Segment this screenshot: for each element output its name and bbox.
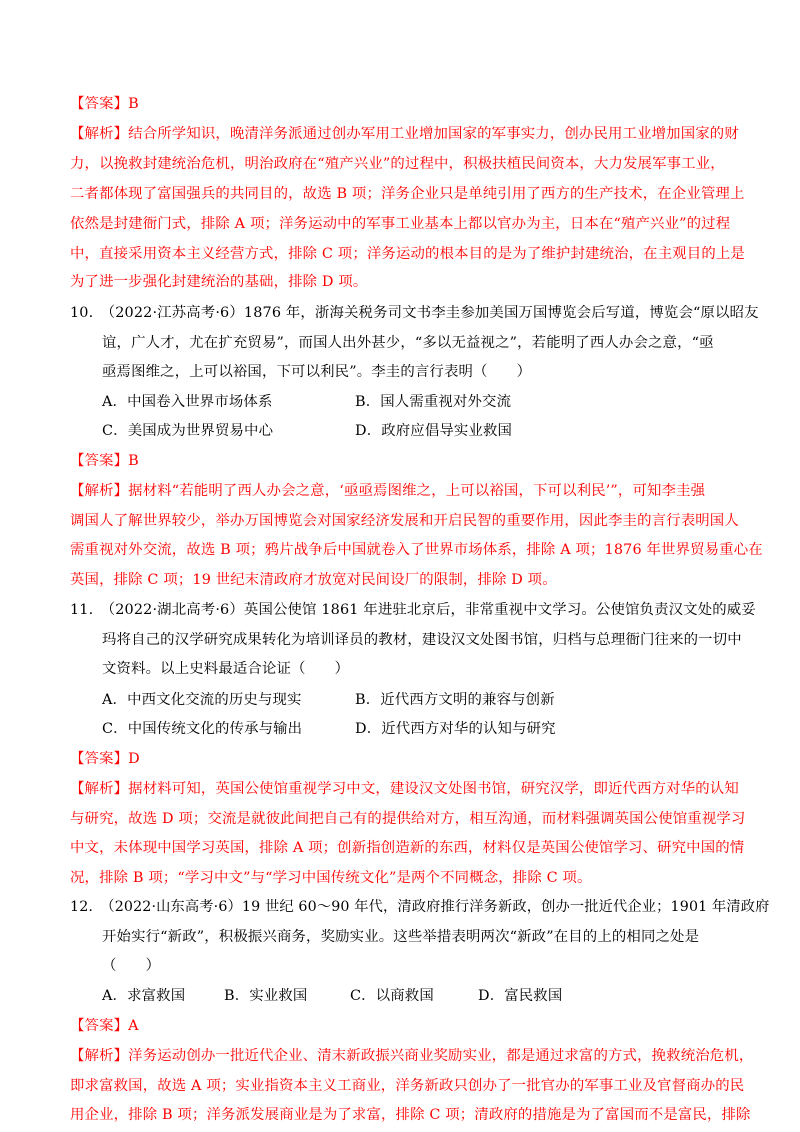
option-12-c: C．以商救国 bbox=[350, 988, 434, 1004]
option-11-b: B．近代西方文明的兼容与创新 bbox=[355, 692, 555, 708]
explanation-11-line: 【解析】据材料可知，英国公使馆重视学习中文，建设汉文处图书馆，研究汉学，即近代西方对华的认知 bbox=[70, 781, 739, 797]
option-10-b: B．国人需重视对外交流 bbox=[355, 394, 512, 410]
explanation-10-line: 【解析】据材料“若能明了西人办会之意，‘亟亟焉图维之，上可以裕国，下可以利民’”，可知李圭强 bbox=[70, 483, 706, 499]
question-12-line: （ ） bbox=[102, 958, 161, 974]
option-10-a: A．中国卷入世界市场体系 bbox=[102, 394, 273, 410]
explanation-11-line: 与研究，故选 D 项；交流是就彼此间把自己有的提供给对方，相互沟通，而材料强调英国公使馆重视学习 bbox=[70, 811, 746, 827]
option-10-c: C．美国成为世界贸易中心 bbox=[102, 423, 274, 439]
explanation-11-line: 中文，未体现中国学习英国，排除 A 项；创新指创造新的东西，材料仅是英国公使馆学习、研究中国的情 bbox=[70, 840, 745, 856]
explanation-10-line: 需重视对外交流，故选 B 项；鸦片战争后中国就卷入了世界市场体系，排除 A 项；1876 年世界贸易重心在 bbox=[70, 542, 763, 558]
question-11-line: 文资料。以上史料最适合论证（ ） bbox=[102, 661, 350, 677]
option-10-d: D．政府应倡导实业救国 bbox=[355, 423, 513, 439]
explanation-11-line: 况，排除 B 项；“学习中文”与“学习中国传统文化”是两个不同概念，排除 C 项。 bbox=[70, 870, 592, 886]
explanation-9-line: 【解析】结合所学知识，晚清洋务派通过创办军用工业增加国家的军事实力，创办民用工业增加国家的财 bbox=[70, 126, 739, 142]
option-12-d: D．富民救国 bbox=[478, 988, 563, 1004]
question-12-line: 12. （2022·山东高考·6）19 世纪 60～90 年代，清政府推行洋务新政，创办一批近代企业；1901 年清政府 bbox=[70, 899, 770, 915]
question-10-line: 亟焉图维之，上可以裕国，下可以利民”。李圭的言行表明（ ） bbox=[102, 364, 532, 380]
option-11-d: D．近代西方对华的认知与研究 bbox=[355, 721, 556, 737]
question-11-line: 11. （2022·湖北高考·6）英国公使馆 1861 年进驻北京后，非常重视中文学习。公使馆负责汉文处的威妥 bbox=[70, 602, 756, 618]
option-11-a: A．中西文化交流的历史与现实 bbox=[102, 692, 302, 708]
explanation-12-line: 用企业，排除 B 项；洋务派发展商业是为了求富，排除 C 项；清政府的措施是为了富国而不是富民，排除 bbox=[70, 1107, 751, 1123]
answer-11: 【答案】D bbox=[70, 751, 140, 767]
answer-12: 【答案】A bbox=[70, 1018, 139, 1034]
explanation-10-line: 调国人了解世界较少，举办万国博览会对国家经济发展和开启民智的重要作用，因此李圭的言行表明国人 bbox=[70, 513, 739, 529]
explanation-9-line: 中，直接采用资本主义经营方式，排除 C 项；洋务运动的根本目的是为了维护封建统治，在主观目的上是 bbox=[70, 246, 745, 262]
question-11-line: 玛将自己的汉学研究成果转化为培训译员的教材，建设汉文处图书馆，归档与总理衙门往来的一切中 bbox=[102, 632, 742, 648]
explanation-12-line: 【解析】洋务运动创办一批近代企业、清末新政振兴商业奖励实业，都是通过求富的方式，挽救统治危机， bbox=[70, 1048, 754, 1064]
explanation-12-line: 即求富救国，故选 A 项；实业指资本主义工商业，洋务新政只创办了一批官办的军事工业及官督商办的民 bbox=[70, 1078, 745, 1094]
explanation-9-line: 力，以挽救封建统治危机，明治政府在“殖产兴业”的过程中，积极扶植民间资本，大力发展军事工业， bbox=[70, 156, 725, 172]
explanation-9-line: 依然是封建衙门式，排除 A 项；洋务运动中的军事工业基本上都以官办为主，日本在“殖产兴业”的过程 bbox=[70, 216, 731, 232]
answer-9: 【答案】B bbox=[70, 96, 139, 112]
option-12-a: A．求富救国 bbox=[102, 988, 186, 1004]
explanation-10-line: 英国，排除 C 项；19 世纪末清政府才放宽对民间设厂的限制，排除 D 项。 bbox=[70, 572, 557, 588]
question-12-line: 开始实行“新政”，积极振兴商务，奖励实业。这些举措表明两次“新政”在目的上的相同之处是 bbox=[102, 929, 700, 945]
answer-10: 【答案】B bbox=[70, 453, 139, 469]
explanation-9-line: 二者都体现了富国强兵的共同目的，故选 B 项；洋务企业只是单纯引用了西方的生产技术，在企业管理上 bbox=[70, 186, 745, 202]
option-12-b: B．实业救国 bbox=[224, 988, 308, 1004]
question-10-line: 谊，广人才，尤在扩充贸易”，而国人出外甚少，“多以无益视之”，若能明了西人办会之意，“亟 bbox=[102, 335, 714, 351]
option-11-c: C．中国传统文化的传承与输出 bbox=[102, 721, 303, 737]
question-10-line: 10. （2022·江苏高考·6）1876 年，浙海关税务司文书李圭参加美国万国博览会后写道，博览会“原以昭友 bbox=[70, 305, 759, 321]
explanation-9-line: 为了进一步强化封建统治的基础，排除 D 项。 bbox=[70, 274, 368, 290]
